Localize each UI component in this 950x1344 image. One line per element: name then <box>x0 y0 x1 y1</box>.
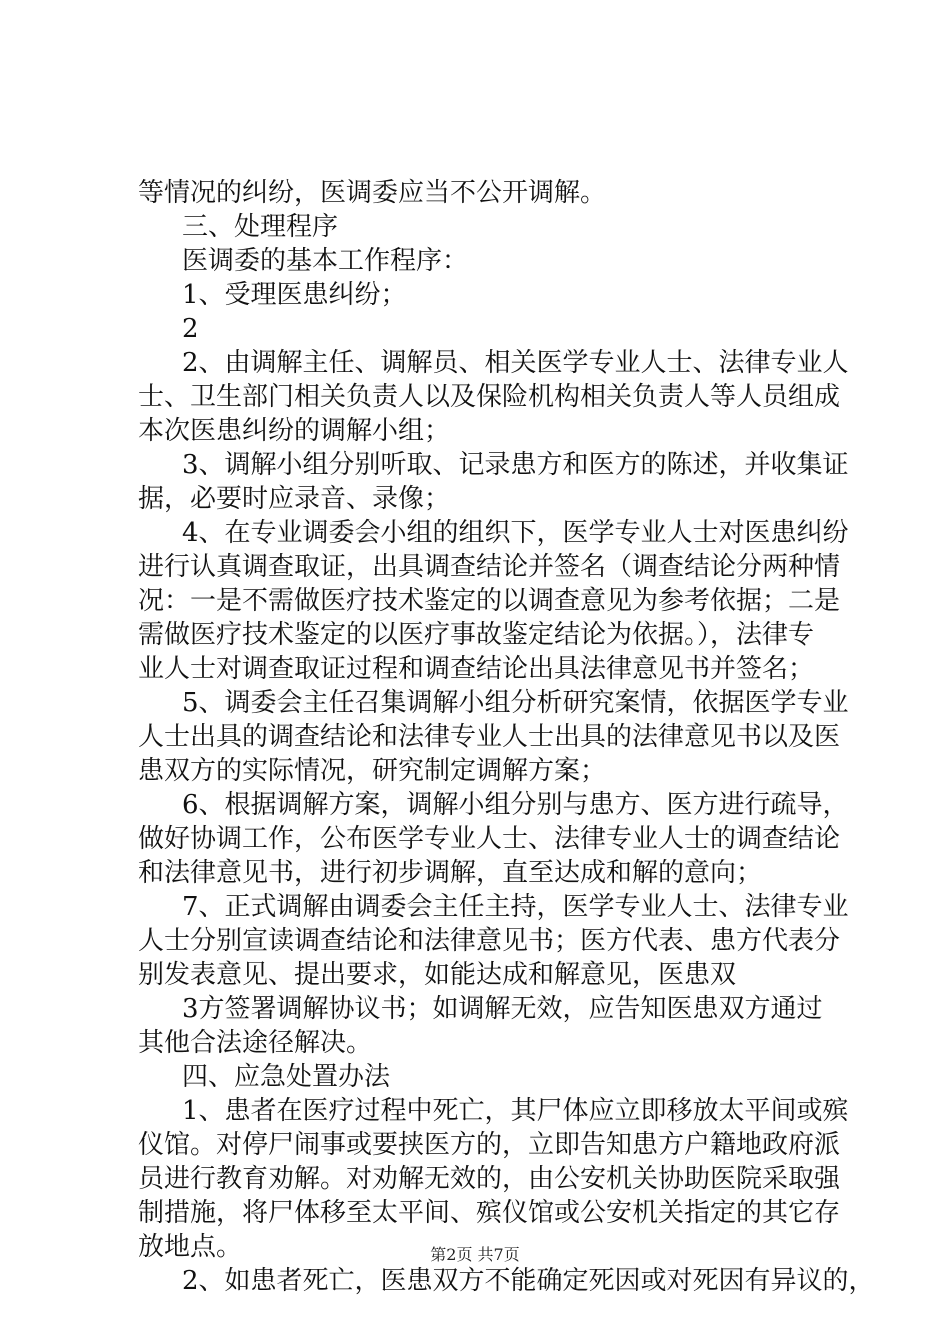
text-line: 需做医疗技术鉴定的以医疗事故鉴定结论为依据。），法律专 <box>138 620 815 650</box>
text-line: 和法律意见书，进行初步调解，直至达成和解的意向； <box>138 858 763 888</box>
text-line: 患双方的实际情况，研究制定调解方案； <box>138 756 607 786</box>
page-number-label: 第2页 共7页 <box>430 1245 520 1264</box>
text-line: 1、受理医患纠纷； <box>182 280 407 310</box>
text-line: 本次医患纠纷的调解小组； <box>138 416 451 446</box>
text-line: 2、如患者死亡，医患双方不能确定死因或对死因有异议的， <box>182 1266 875 1296</box>
text-line: 四、应急处置办法 <box>182 1062 391 1092</box>
text-line: 3、调解小组分别听取、记录患方和医方的陈述，并收集证 <box>182 450 849 480</box>
text-line: 据，必要时应录音、录像； <box>138 484 451 514</box>
text-line: 5、调委会主任召集调解小组分析研究案情，依据医学专业 <box>182 688 849 718</box>
document-body <box>138 176 875 1298</box>
text-line: 7、正式调解由调委会主任主持，医学专业人士、法律专业 <box>182 892 849 922</box>
text-line: 仪馆。对停尸闹事或要挟医方的，立即告知患方户籍地政府派 <box>138 1130 841 1160</box>
text-line: 2、由调解主任、调解员、相关医学专业人士、法律专业人 <box>182 348 849 378</box>
text-line: 6、根据调解方案，调解小组分别与患方、医方进行疏导， <box>182 790 849 820</box>
text-line: 制措施，将尸体移至太平间、殡仪馆或公安机关指定的其它存 <box>138 1198 841 1228</box>
page-footer <box>0 1245 950 1265</box>
text-line: 2 <box>182 314 199 344</box>
text-line: 医调委的基本工作程序： <box>182 246 469 276</box>
text-line: 业人士对调查取证过程和调查结论出具法律意见书并签名； <box>138 654 815 684</box>
text-line: 进行认真调查取证，出具调查结论并签名（调查结论分两种情 <box>138 552 841 582</box>
text-line: 三、处理程序 <box>182 212 339 242</box>
text-line: 员进行教育劝解。对劝解无效的，由公安机关协助医院采取强 <box>138 1164 841 1194</box>
text-line: 等情况的纠纷，医调委应当不公开调解。 <box>138 178 607 208</box>
text-line: 况：一是不需做医疗技术鉴定的以调查意见为参考依据；二是 <box>138 586 841 616</box>
text-line: 放地点。 <box>138 1232 243 1262</box>
text-line: 人士分别宣读调查结论和法律意见书；医方代表、患方代表分 <box>138 926 841 956</box>
text-line: 4、在专业调委会小组的组织下，医学专业人士对医患纠纷 <box>182 518 849 548</box>
text-line: 别发表意见、提出要求，如能达成和解意见，医患双 <box>138 960 737 990</box>
text-line: 做好协调工作，公布医学专业人士、法律专业人士的调查结论 <box>138 824 841 854</box>
text-line: 其他合法途径解决。 <box>138 1028 373 1058</box>
text-line: 士、卫生部门相关负责人以及保险机构相关负责人等人员组成 <box>138 382 841 412</box>
text-line: 3方签署调解协议书；如调解无效，应告知医患双方通过 <box>182 994 823 1024</box>
text-line: 1、患者在医疗过程中死亡，其尸体应立即移放太平间或殡 <box>182 1096 849 1126</box>
text-line: 人士出具的调查结论和法律专业人士出具的法律意见书以及医 <box>138 722 841 752</box>
